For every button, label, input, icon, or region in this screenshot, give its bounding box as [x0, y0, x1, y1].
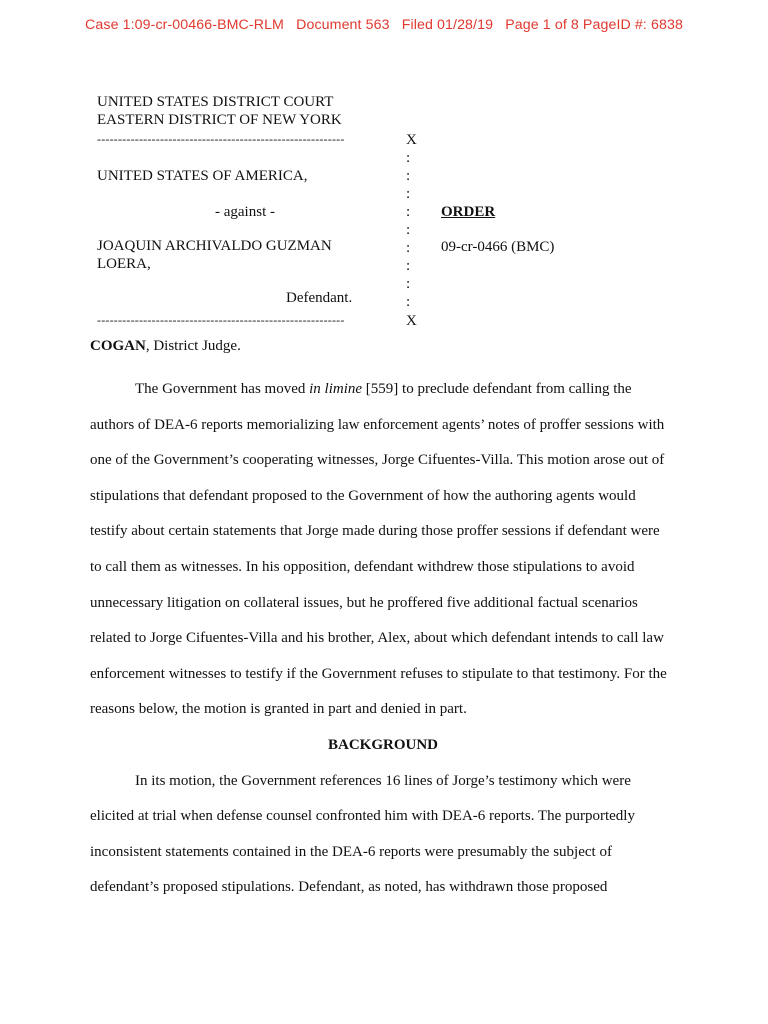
- page-info: Page 1 of 8 PageID #: 6838: [505, 17, 683, 33]
- order-body: [90, 372, 690, 906]
- paragraph-line: enforcement witnesses to testify if the Government refuses to stipulate to that testimony. For the: [90, 665, 667, 682]
- caption-colon: :: [406, 150, 411, 166]
- caption-colon: :: [406, 294, 411, 310]
- filing-stamp: [0, 17, 768, 33]
- paragraph-line: unnecessary litigation on collateral issues, but he proffered five additional factual scenarios: [90, 594, 638, 611]
- plaintiff-name: UNITED STATES OF AMERICA,: [97, 168, 308, 184]
- order-title: ORDER: [441, 204, 496, 220]
- paragraph-line: testify about certain statements that Jorge made during those proffer sessions if defendant were: [90, 523, 660, 540]
- judge-name: COGAN: [90, 338, 146, 354]
- section-heading: BACKGROUND: [327, 736, 438, 753]
- paragraph-line: reasons below, the motion is granted in part and denied in part.: [90, 701, 467, 718]
- paragraph-line: authors of DEA-6 reports memorializing law enforcement agents’ notes of proffer sessions with: [90, 416, 665, 433]
- caption-colon: :: [406, 258, 411, 274]
- caption-colon: :: [406, 276, 411, 292]
- caption-colon: :: [406, 222, 411, 238]
- case-number: Case 1:09-cr-00466-BMC-RLM: [85, 17, 284, 33]
- paragraph-line: related to Jorge Cifuentes-Villa and his brother, Alex, about which defendant intends to call law: [90, 630, 664, 647]
- caption-top-rule: -----------------------------------------------------------: [97, 132, 345, 146]
- paragraph-line: to call them as witnesses. In his opposition, defendant withdrew those stipulations to avoid: [90, 558, 635, 575]
- document-number: Document 563: [296, 17, 390, 33]
- paragraph-line: defendant’s proposed stipulations. Defendant, as noted, has withdrawn those proposed: [90, 879, 608, 896]
- text-run: [559] to preclude defendant from calling the: [362, 381, 632, 397]
- caption-colon: :: [406, 168, 411, 184]
- docket-number: 09-cr-0466 (BMC): [441, 239, 555, 255]
- caption-x-top: X: [406, 132, 417, 148]
- italic-term: in limine: [309, 381, 363, 397]
- court-name: UNITED STATES DISTRICT COURT: [97, 94, 334, 110]
- judge-title: , District Judge.: [145, 338, 241, 354]
- paragraph-line: one of the Government’s cooperating witnesses, Jorge Cifuentes-Villa. This motion arose out of: [90, 452, 665, 469]
- caption-colon: :: [406, 186, 411, 202]
- paragraph-line: stipulations that defendant proposed to the Government of how the authoring agents would: [90, 487, 636, 504]
- paragraph-line: elicited at trial when defense counsel confronted him with DEA-6 reports. The purportedly: [90, 808, 635, 825]
- paragraph-line: inconsistent statements contained in the DEA-6 reports were presumably the subject of: [90, 843, 612, 860]
- paragraph-line: In its motion, the Government references 16 lines of Jorge’s testimony which were: [135, 772, 631, 789]
- court-district: EASTERN DISTRICT OF NEW YORK: [97, 112, 342, 128]
- caption-bottom-rule: -----------------------------------------------------------: [97, 313, 345, 327]
- filed-date: Filed 01/28/19: [401, 17, 494, 33]
- caption-colon: :: [406, 240, 411, 256]
- defendant-name: JOAQUIN ARCHIVALDO GUZMAN: [97, 238, 332, 254]
- caption-x-bottom: X: [406, 313, 417, 329]
- paragraph-line: [90, 372, 690, 408]
- defendant-name-cont: LOERA,: [97, 256, 151, 272]
- versus-label: - against -: [215, 204, 275, 220]
- text-run: The Government has moved: [135, 381, 310, 397]
- judge-line: [90, 338, 241, 355]
- caption-colon: :: [406, 204, 411, 220]
- defendant-role: Defendant.: [286, 290, 353, 306]
